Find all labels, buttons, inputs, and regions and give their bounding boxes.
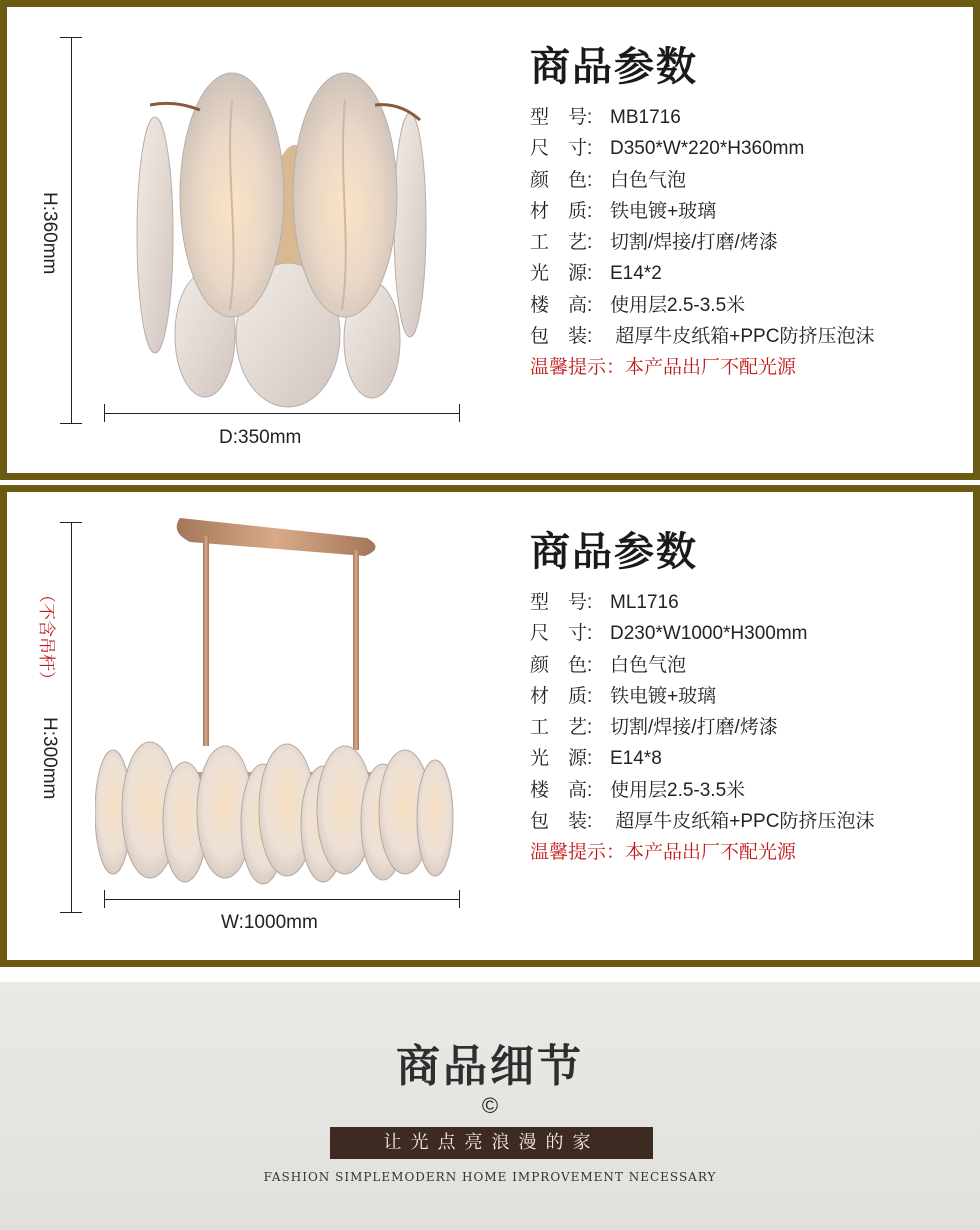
dim-tick-bottom	[60, 912, 82, 913]
height-dimension-line	[71, 37, 72, 423]
height-dimension-note: （不含吊杆）	[37, 586, 56, 688]
spec-row-packaging: 包 装: 超厚牛皮纸箱+PPC防挤压泡沫	[530, 326, 875, 348]
width-dimension-line	[104, 413, 460, 414]
spec-row-craft: 工 艺: 切割/焊接/打磨/烤漆	[530, 232, 778, 254]
spec-row-light-source: 光 源: E14*2	[530, 263, 662, 285]
spec-row-model: 型 号: ML1716	[530, 592, 679, 613]
height-dimension-label: H:360mm	[39, 192, 60, 275]
spec-note: 温馨提示：本产品出厂不配光源	[530, 842, 797, 864]
spec-row-material: 材 质: 铁电镀+玻璃	[530, 685, 717, 707]
detail-title: 商品细节	[396, 1041, 584, 1092]
slogan-bar: 让光点亮浪漫的家	[330, 1127, 653, 1159]
spec-row-floor-height: 楼 高: 使用层2.5-3.5米	[530, 294, 746, 316]
dim-tick-right	[459, 890, 460, 908]
width-dimension-label: D:350mm	[219, 427, 302, 448]
spec-block-1	[530, 42, 950, 384]
wall-lamp-image	[130, 60, 430, 410]
spec-row-color: 颜 色: 白色气泡	[530, 654, 687, 676]
spec-row-material: 材 质: 铁电镀+玻璃	[530, 200, 717, 222]
copyright-icon: ©	[481, 1093, 499, 1118]
spec-row-light-source: 光 源: E14*8	[530, 748, 662, 770]
spec-row-color: 颜 色: 白色气泡	[530, 169, 687, 191]
spec-row-craft: 工 艺: 切割/焊接/打磨/烤漆	[530, 717, 778, 739]
spec-title: 商品参数	[530, 528, 698, 575]
spec-row-floor-height: 楼 高: 使用层2.5-3.5米	[530, 779, 746, 801]
width-dimension-label: W:1000mm	[221, 912, 318, 933]
height-dimension-label: H:300mm	[39, 717, 60, 800]
spec-title: 商品参数	[530, 43, 698, 90]
pendant-lamp-image	[95, 512, 455, 890]
spec-block-2	[530, 527, 950, 869]
dim-tick-bottom	[60, 423, 82, 424]
spec-row-size: 尺 寸: D230*W1000*H300mm	[530, 623, 808, 645]
spec-row-packaging: 包 装: 超厚牛皮纸箱+PPC防挤压泡沫	[530, 811, 875, 833]
slogan-english: FASHION SIMPLEMODERN HOME IMPROVEMENT NECESSARY	[263, 1170, 717, 1184]
dim-tick-right	[459, 404, 460, 422]
width-dimension-line	[104, 899, 460, 900]
height-dimension-line	[71, 522, 72, 912]
spec-note: 温馨提示：本产品出厂不配光源	[530, 357, 797, 379]
spec-row-size: 尺 寸: D350*W*220*H360mm	[530, 138, 805, 160]
spec-row-model: 型 号: MB1716	[530, 107, 681, 128]
